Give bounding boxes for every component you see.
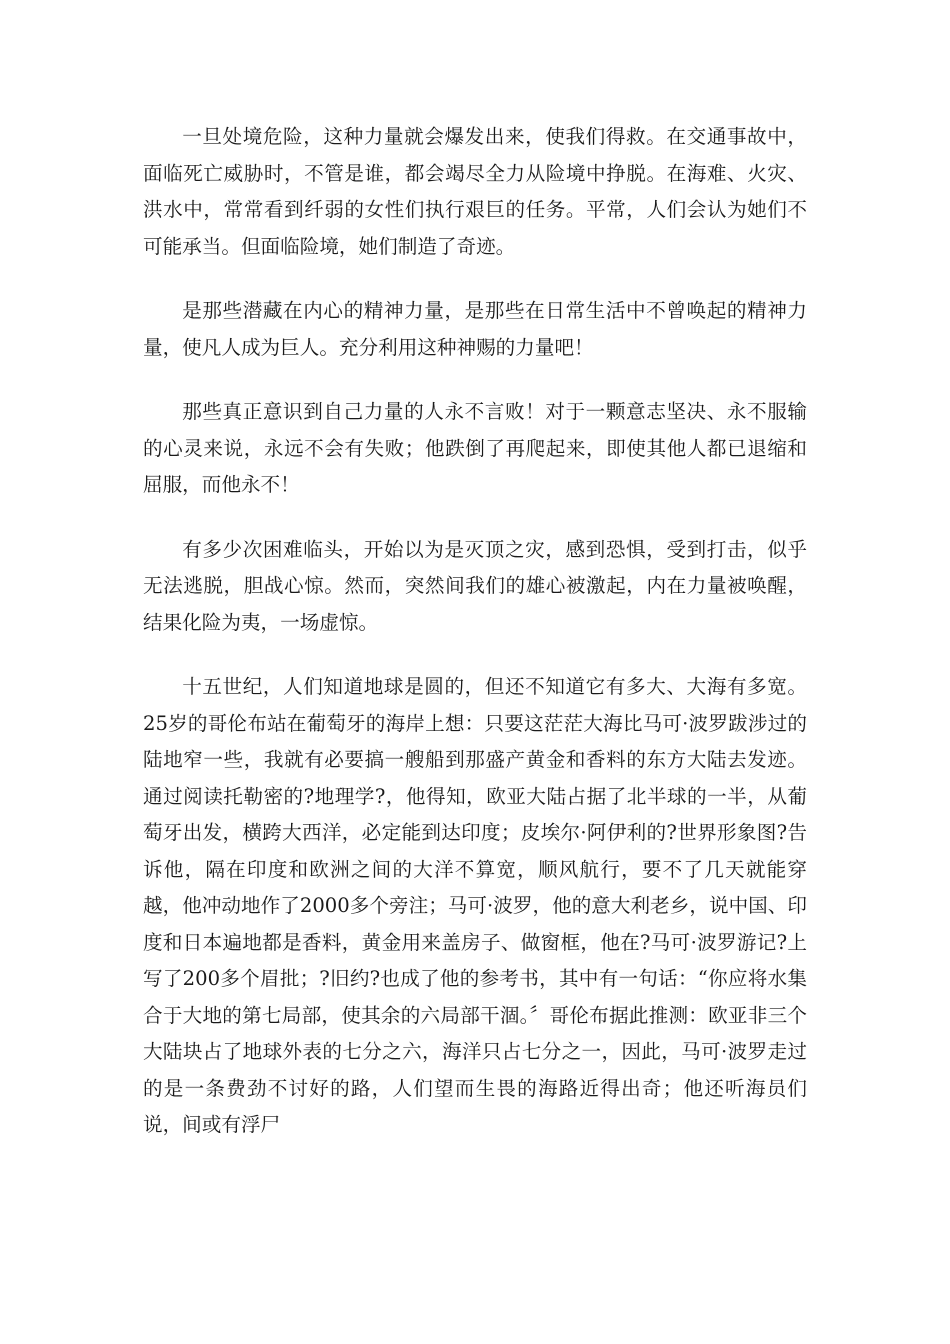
paragraph-5: 十五世纪，人们知道地球是圆的，但还不知道它有多大、大海有多宽。25岁的哥伦布站在葡萄牙的海岸上想：只要这茫茫大海比马可·波罗跋涉过的陆地窄一些，我就有必要搞一艘船到那盛产黄金和香料的东方大陆去发迹。通过阅读托勒密的?地理学?，他得知，欧亚大陆占据了北半球的一半，从葡萄牙出发，横跨大西洋，必定能到达印度；皮埃尔·阿伊利的?世界形象图?告诉他，隔在印度和欧洲之间的大洋不算宽，顺风航行，要不了几天就能穿越，他冲动地作了2000多个旁注；马可·波罗，他的意大利老乡，说中国、印度和日本遍地都是香料，黄金用来盖房子、做窗框，他在?马可·波罗游记?上写了200多个眉批；?旧约?也成了他的参考书，其中有一句话：“你应将水集合于大地的第七局部，使其余的六局部干涸。〞哥伦布据此推测：欧亚非三个大陆块占了地球外表的七分之六，海洋只占七分之一，因此，马可·波罗走过的是一条费劲不讨好的路，人们望而生畏的海路近得出奇；他还听海员们说，间或有浮尸 <box>143 675 807 1136</box>
document-body <box>143 119 807 1172</box>
paragraph-2: 是那些潜藏在内心的精神力量，是那些在日常生活中不曾唤起的精神力量，使凡人成为巨人。充分利用这种神赐的力量吧！ <box>143 299 807 359</box>
paragraph-4: 有多少次困难临头，开始以为是灭顶之灾，感到恐惧，受到打击，似乎无法逃脱，胆战心惊。然而，突然间我们的雄心被激起，内在力量被唤醒，结果化险为夷，一场虚惊。 <box>143 537 807 634</box>
paragraph-3: 那些真正意识到自己力量的人永不言败！对于一颗意志坚决、永不服输的心灵来说，永远不会有失败；他跌倒了再爬起来，即使其他人都已退缩和屈服，而他永不！ <box>143 400 807 496</box>
paragraph-1: 一旦处境危险，这种力量就会爆发出来，使我们得救。在交通事故中，面临死亡威胁时，不管是谁，都会竭尽全力从险境中挣脱。在海难、火灾、洪水中，常常看到纤弱的女性们执行艰巨的任务。平常，人们会认为她们不可能承当。但面临险境，她们制造了奇迹。 <box>143 125 807 258</box>
